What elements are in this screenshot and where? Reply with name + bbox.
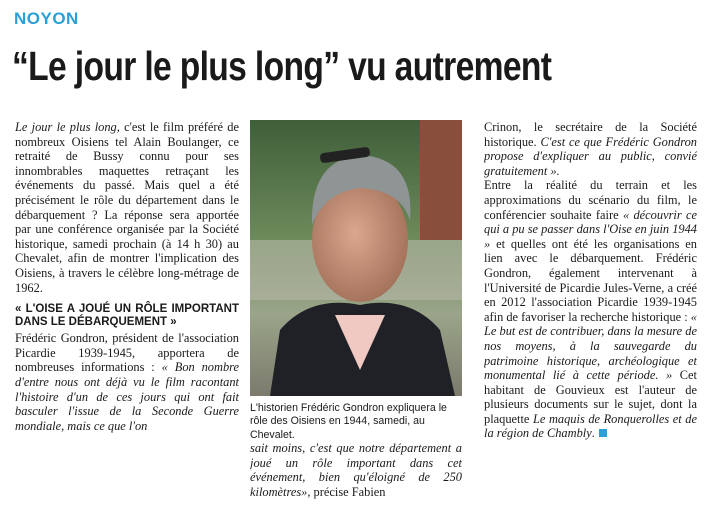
book-title: Le maquis de Ronquerolles et de la région de Chambly [484,411,697,441]
headline: “Le jour le plus long” vu autrement [12,43,552,89]
quote: « Bon nombre d'entre nous ont déjà vu le film racontant l'histoire d'un de ces jours qui ont fait basculer l'issue de la Seconde Guerre mondiale, mais ce que l'on [15,360,239,433]
quote: sait moins, c'est que notre département a joué un rôle important dans cet événement, bien qu'éloigné de 250 kilomètres» [250,441,462,499]
quote: « découvrir ce qui a pu se passer dans l'Oise en juin 1944 » [484,207,697,251]
kicker: NOYON [14,9,79,28]
quote: « Le but est de contribuer, dans la mesure de nos moyens, à la sauvegarde du patrimoine historique, archéologique et monumental lié à cette période. » [484,309,697,383]
text: Frédéric Gondron, président de l'association Picardie 1939-1945, apportera de nombreuses informations : [15,331,239,375]
photo [250,120,462,396]
column-3 [484,120,697,525]
text: , précise Fabien [307,484,386,499]
end-square-icon [599,429,607,437]
photo-image [250,120,462,396]
text: , c'est le film préféré de nombreux Oisiens tel Alain Boulanger, ce retraité de Bussy connu pour ses innombrables maquettes retraçant les événements du passé. Mais quel a été précisément le rôle du département dans le débarquement ? La réponse sera apportée par une conférence organisée par la Société historique, samedi prochain (à 14 h 30) au Chevalet, afin de montrer l'implication des Oisiens, à travers le célèbre long-métrage de 1962. [15,120,239,295]
quote: C'est ce que Frédéric Gondron propose d'expliquer au public, convié gratuitement ». [484,134,697,178]
paragraph [484,178,697,441]
subheading: « L'OISE A JOUÉ UN RÔLE IMPORTANT DANS LE DÉBARQUEMENT » [15,303,239,329]
text: et quelles ont été les organisations en lien avec le débarquement. Frédéric Gondron, également intervenant à l'Université de Picardie Jules-Verne, a créé en 2012 l'association Picardie 1939-1945 afin de favoriser la recherche historique : [484,236,697,324]
text: Crinon, le secrétaire de la Société historique. [484,120,697,149]
column-1 [15,120,239,525]
text: Cet habitant de Gouvieux est l'auteur de plusieurs documents sur le sujet, dont la plaquette [484,368,697,426]
paragraph [15,120,239,295]
text: . [591,426,595,441]
paragraph [15,331,239,433]
film-title: Le jour le plus long [15,120,117,134]
text: Entre la réalité du terrain et les approximations du scénario du film, le conférencier souhaite faire [484,178,697,222]
paragraph [250,441,462,499]
column-2-bottom [250,441,462,527]
paragraph [484,120,697,178]
photo-caption: L'historien Frédéric Gondron expliquera le rôle des Oisiens en 1944, samedi, au Chevalet. [250,402,447,441]
